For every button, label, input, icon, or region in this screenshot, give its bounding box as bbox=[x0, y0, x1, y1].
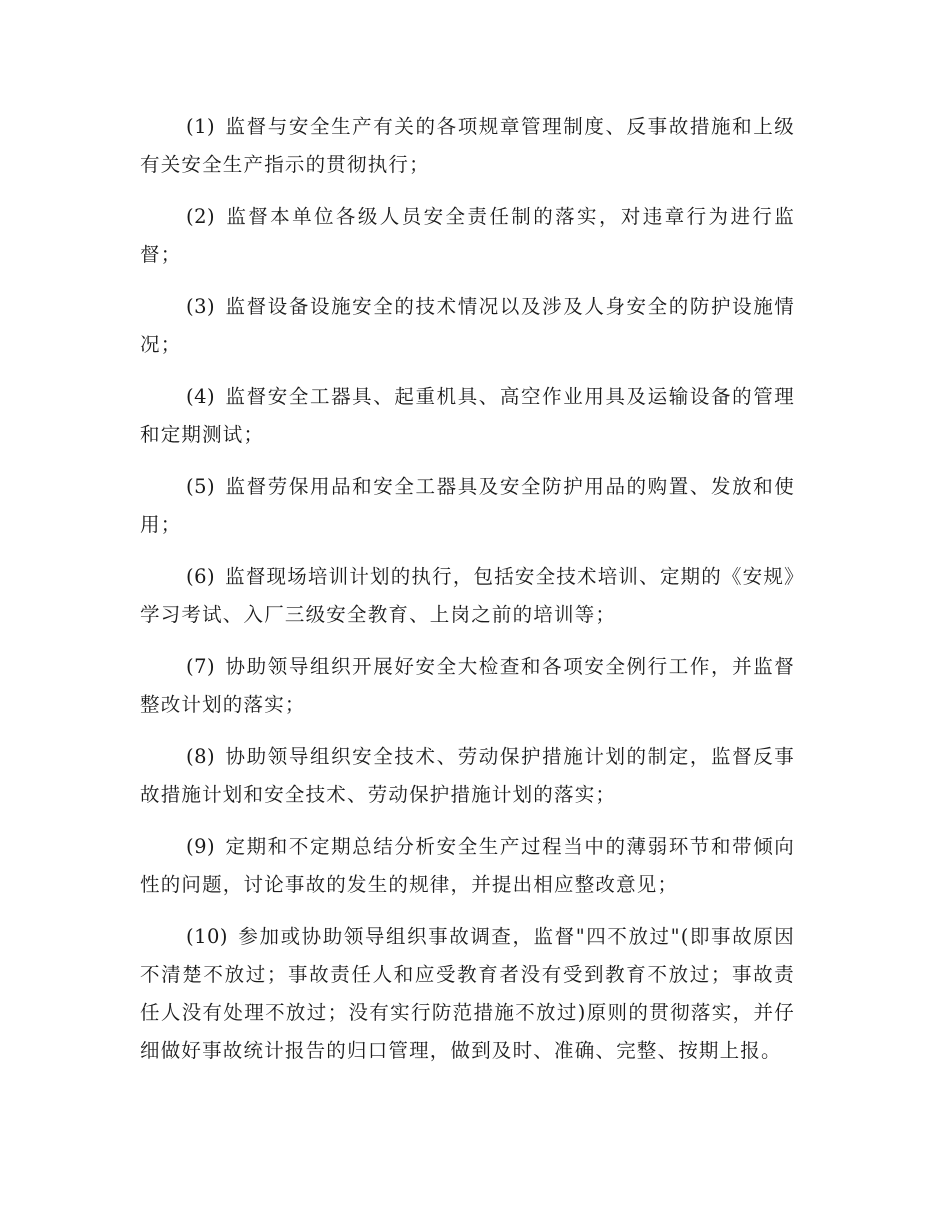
item-text: 参加或协助领导组织事故调查，监督"四不放过"(即事故原因不清楚不放过；事故责任人和应受教育者没有受到教育不放过；事故责任人没有处理不放过；没有实行防范措施不放过)原则的贯彻落实，并仔细做好事故统计报告的归口管理，做到及时、准确、完整、按期上报。 bbox=[140, 925, 795, 1062]
item-text: 监督安全工器具、起重机具、高空作业用具及运输设备的管理和定期测试； bbox=[140, 385, 795, 446]
item-number: (10) bbox=[186, 925, 229, 948]
list-item bbox=[140, 828, 795, 904]
list-item bbox=[140, 648, 795, 724]
list-item bbox=[140, 918, 795, 1070]
item-number: (6) bbox=[186, 565, 216, 588]
item-number: (5) bbox=[186, 475, 216, 498]
list-item bbox=[140, 108, 795, 184]
item-text: 监督设备设施安全的技术情况以及涉及人身安全的防护设施情况； bbox=[140, 295, 795, 356]
item-number: (7) bbox=[186, 655, 216, 678]
item-text: 监督劳保用品和安全工器具及安全防护用品的购置、发放和使用； bbox=[140, 475, 795, 536]
item-number: (4) bbox=[186, 385, 216, 408]
item-text: 监督现场培训计划的执行，包括安全技术培训、定期的《安规》学习考试、入厂三级安全教育、上岗之前的培训等； bbox=[140, 565, 795, 626]
item-text: 监督本单位各级人员安全责任制的落实，对违章行为进行监督； bbox=[140, 205, 795, 266]
item-number: (3) bbox=[186, 295, 216, 318]
list-item bbox=[140, 288, 795, 364]
item-number: (8) bbox=[186, 745, 216, 768]
item-text: 协助领导组织安全技术、劳动保护措施计划的制定，监督反事故措施计划和安全技术、劳动保护措施计划的落实； bbox=[140, 745, 795, 806]
item-text: 定期和不定期总结分析安全生产过程当中的薄弱环节和带倾向性的问题，讨论事故的发生的规律，并提出相应整改意见； bbox=[140, 835, 795, 896]
list-item bbox=[140, 198, 795, 274]
list-item bbox=[140, 558, 795, 634]
item-number: (1) bbox=[186, 115, 216, 138]
item-text: 协助领导组织开展好安全大检查和各项安全例行工作，并监督整改计划的落实； bbox=[140, 655, 795, 716]
item-number: (2) bbox=[186, 205, 216, 228]
list-item bbox=[140, 378, 795, 454]
list-item bbox=[140, 468, 795, 544]
item-number: (9) bbox=[186, 835, 216, 858]
item-text: 监督与安全生产有关的各项规章管理制度、反事故措施和上级有关安全生产指示的贯彻执行； bbox=[140, 115, 795, 176]
list-item bbox=[140, 738, 795, 814]
document-body bbox=[140, 108, 795, 1084]
